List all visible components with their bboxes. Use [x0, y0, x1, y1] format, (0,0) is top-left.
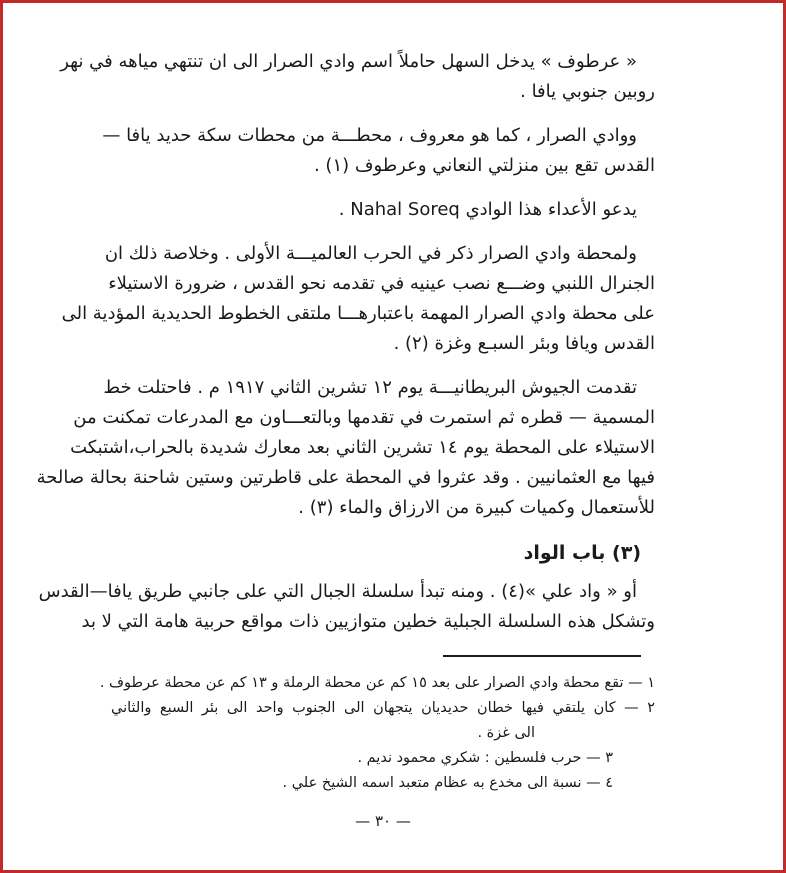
text-line: القدس ويافا وبئر السبـع وغزة (٢) .: [393, 333, 655, 354]
paragraph: [102, 121, 655, 181]
footnote-separator-rule: [443, 655, 641, 657]
text-line: الجنرال اللنبي وضـــع نصب عينيه في تقدمه نحو القدس ، ضرورة الاستيلاء: [108, 273, 655, 294]
text-line: المسمية — قطره ثم استمرت في تقدمها وبالتعـــاون مع المدرعات تمكنت من: [73, 407, 655, 428]
paragraph: [60, 47, 655, 107]
paragraph-wadi-latin-name: [111, 195, 655, 225]
book-page: [3, 3, 783, 870]
footnote-1: ١ — تقع محطة وادي الصرار على بعد ١٥ كم عن محطة الرملة و ١٣ كم عن محطة عرطوف .: [99, 675, 655, 691]
page-number: — ٣٠ —: [355, 812, 411, 830]
footnote-4: ٤ — نسبة الى مخدع به عظام متعبد اسمه الشيخ علي .: [282, 775, 613, 791]
text-line: ووادي الصرار ، كما هو معروف ، محطـــة من محطات سكة حديد يافا —: [102, 125, 637, 146]
footnote-2: ٢ — كان يلتقي فيها خطان حديديان يتجهان الى الجنوب واحد الى بئر السبع والثاني: [111, 700, 655, 716]
text-line: القدس تقع بين منزلتي النعاني وعرطوف (١) .: [313, 155, 655, 176]
footnotes-block: [99, 671, 655, 796]
text-line: الاستيلاء على المحطة يوم ١٤ تشرين الثاني بعد معارك شديدة بالحراب،اشتبكت: [70, 437, 655, 458]
paragraph: [36, 373, 655, 523]
text-line: على محطة وادي الصرار المهمة باعتبارهـــا ملتقى الخطوط الحديدية المؤدية الى: [61, 303, 655, 324]
text-line: « عرطوف » يدخل السهل حاملاً اسم وادي الصرار الى ان تنتهي مياهه في نهر: [60, 51, 637, 72]
footnote-2-continuation: الى غزة .: [477, 725, 535, 741]
text-line: تقدمت الجيوش البريطانيـــة يوم ١٢ تشرين الثاني ١٩١٧ م . فاحتلت خط: [103, 377, 637, 398]
section-heading-bab-al-wad: (٣) باب الواد: [523, 542, 641, 564]
paragraph: [38, 577, 655, 637]
text-line: أو « واد علي »(٤) . ومنه تبدأ سلسلة الجبال التي على جانبي طريق يافا—القدس: [38, 581, 637, 602]
paragraph: [61, 239, 655, 359]
body-text-column: [36, 47, 655, 637]
text-line: فيها مع العثمانيين . وقد عثروا في المحطة على قاطرتين وستين شاحنة بحالة صالحة: [36, 467, 655, 488]
text-line: ولمحطة وادي الصرار ذكر في الحرب العالميـــة الأولى . وخلاصة ذلك ان: [104, 243, 637, 264]
footnote-3: ٣ — حرب فلسطين : شكري محمود نديم .: [357, 750, 613, 766]
text-line: يدعو الأعداء هذا الوادي Nahal Soreq .: [338, 199, 637, 220]
text-line: وتشكل هذه السلسلة الجبلية خطين متوازيين ذات مواقع حربية هامة التي لا بد: [81, 611, 655, 632]
text-line: روبين جنوبي يافا .: [520, 81, 655, 102]
text-line: للأستعمال وكميات كبيرة من الارزاق والماء (٣) .: [298, 497, 655, 518]
